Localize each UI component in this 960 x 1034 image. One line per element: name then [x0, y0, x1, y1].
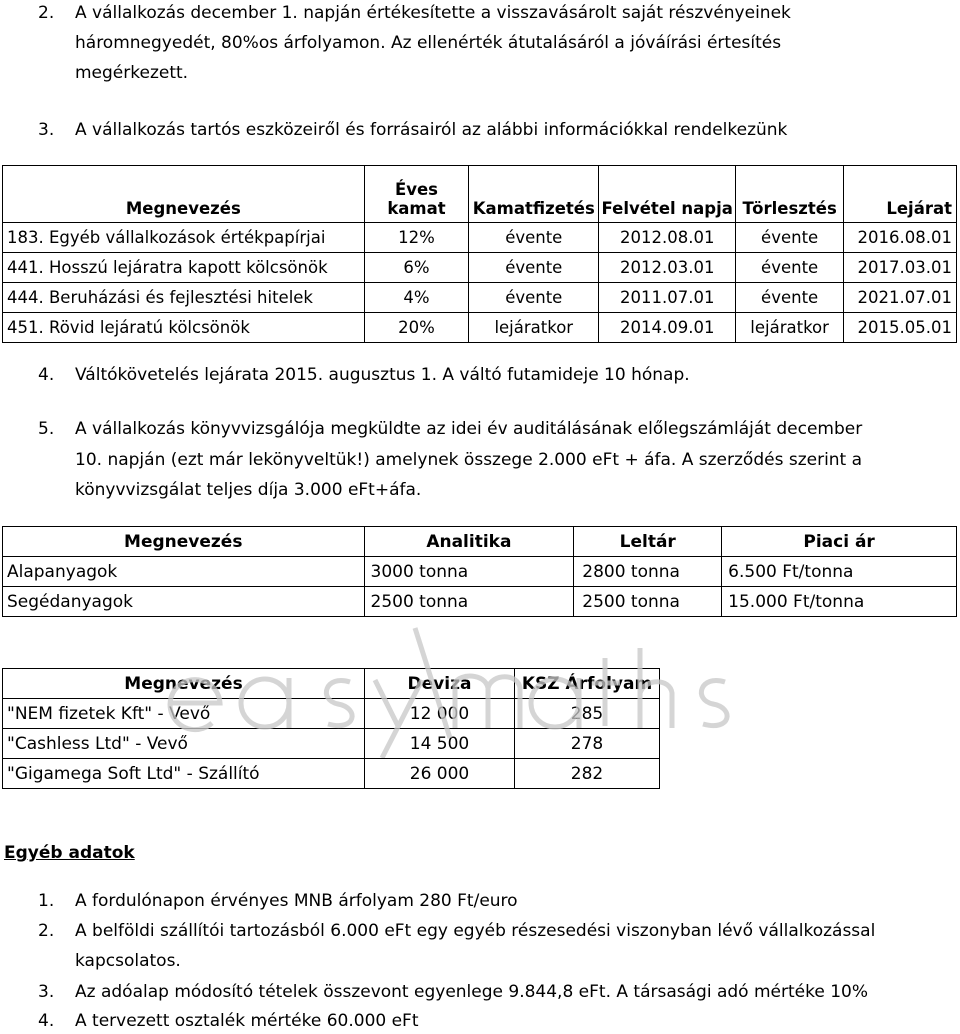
table-row: [3, 699, 660, 729]
item-number: 2.: [38, 3, 55, 23]
cell-start-date: 2011.07.01: [599, 283, 736, 313]
item-text-line: Az adóalap módosító tételek összevont egyenlege 9.844,8 eFt. A társasági adó mértéke 10%: [75, 982, 868, 1002]
col-header-inventory: Leltár: [574, 527, 722, 557]
table-row: [3, 587, 957, 617]
inventory-table: [2, 526, 957, 617]
cell-maturity: 2017.03.01: [844, 253, 957, 283]
cell-name: Alapanyagok: [3, 557, 365, 587]
item-number: 5.: [38, 419, 55, 439]
cell-currency: 14 500: [365, 729, 515, 759]
col-header-name: Megnevezés: [3, 527, 365, 557]
item-text-line: Váltókövetelés lejárata 2015. augusztus 1. A váltó futamideje 10 hónap.: [75, 365, 690, 385]
cell-repayment: évente: [736, 283, 844, 313]
cell-name: 451. Rövid lejáratú kölcsönök: [3, 313, 365, 343]
cell-name: "Cashless Ltd" - Vevő: [3, 729, 365, 759]
col-header-currency: Deviza: [365, 669, 515, 699]
item-text-line: A vállalkozás könyvvizsgálója megküldte az idei év auditálásának előlegszámláját december: [75, 419, 863, 439]
col-header-maturity: Lejárat: [844, 166, 957, 223]
cell-start-date: 2014.09.01: [599, 313, 736, 343]
cell-rate: 285: [515, 699, 660, 729]
cell-rate: 282: [515, 759, 660, 789]
cell-market-price: 15.000 Ft/tonna: [722, 587, 957, 617]
cell-currency: 26 000: [365, 759, 515, 789]
table-row: [3, 313, 957, 343]
item-text-line: könyvvizsgálat teljes díja 3.000 eFt+áfa.: [75, 480, 422, 500]
item-number: 4.: [38, 1011, 55, 1031]
item-text-line: 10. napján (ezt már lekönyveltük!) amelynek összege 2.000 eFt + áfa. A szerződés szerint a: [75, 450, 863, 470]
table-row: [3, 729, 660, 759]
other-data-heading: [4, 840, 135, 866]
cell-name: "NEM fizetek Kft" - Vevő: [3, 699, 365, 729]
col-header-name: Megnevezés: [3, 166, 365, 223]
cell-interest-payment: évente: [469, 223, 599, 253]
col-header-rate-line1: Éves: [394, 180, 439, 199]
cell-start-date: 2012.03.01: [599, 253, 736, 283]
col-header-name: Megnevezés: [3, 669, 365, 699]
col-header-rate: [364, 166, 469, 223]
cell-rate: 20%: [364, 313, 469, 343]
cell-rate: 278: [515, 729, 660, 759]
loans-table: [2, 165, 957, 343]
cell-inventory: 2500 tonna: [574, 587, 722, 617]
item-text-line: A belföldi szállítói tartozásból 6.000 eFt egy egyéb részesedési viszonyban lévő vállalkozással: [75, 921, 876, 941]
cell-repayment: évente: [736, 223, 844, 253]
item-number: 3.: [38, 982, 55, 1002]
cell-name: 444. Beruházási és fejlesztési hitelek: [3, 283, 365, 313]
item-text-line: háromnegyedét, 80%os árfolyamon. Az ellenérték átutalásáról a jóváírási értesítés: [75, 33, 782, 53]
item-number: 3.: [38, 120, 55, 140]
cell-interest-payment: évente: [469, 283, 599, 313]
table-row: [3, 223, 957, 253]
col-header-rate: KSZ Árfolyam: [515, 669, 660, 699]
cell-maturity: 2015.05.01: [844, 313, 957, 343]
cell-market-price: 6.500 Ft/tonna: [722, 557, 957, 587]
item-number: 2.: [38, 921, 55, 941]
cell-interest-payment: évente: [469, 253, 599, 283]
item-number: 4.: [38, 365, 55, 385]
cell-repayment: évente: [736, 253, 844, 283]
cell-analytics: 2500 tonna: [364, 587, 574, 617]
col-header-start-date: Felvétel napja: [599, 166, 736, 223]
col-header-analytics: Analitika: [364, 527, 574, 557]
cell-maturity: 2021.07.01: [844, 283, 957, 313]
cell-repayment: lejáratkor: [736, 313, 844, 343]
table-row: [3, 253, 957, 283]
cell-name: "Gigamega Soft Ltd" - Szállító: [3, 759, 365, 789]
item-text-line: A vállalkozás december 1. napján értékesítette a visszavásárolt saját részvényeinek: [75, 3, 791, 23]
cell-name: 183. Egyéb vállalkozások értékpapírjai: [3, 223, 365, 253]
table-row: [3, 283, 957, 313]
item-text-line: kapcsolatos.: [75, 951, 181, 971]
item-text-line: megérkezett.: [75, 63, 189, 83]
item-text-line: A tervezett osztalék mértéke 60.000 eFt: [75, 1011, 419, 1031]
item-text-line: A vállalkozás tartós eszközeiről és forrásairól az alábbi információkkal rendelkezünk: [75, 120, 788, 140]
col-header-interest-payment: Kamatfizetés: [469, 166, 599, 223]
cell-currency: 12 000: [365, 699, 515, 729]
cell-rate: 6%: [364, 253, 469, 283]
col-header-repayment: Törlesztés: [736, 166, 844, 223]
cell-inventory: 2800 tonna: [574, 557, 722, 587]
cell-name: 441. Hosszú lejáratra kapott kölcsönök: [3, 253, 365, 283]
cell-analytics: 3000 tonna: [364, 557, 574, 587]
cell-rate: 12%: [364, 223, 469, 253]
col-header-market-price: Piaci ár: [722, 527, 957, 557]
cell-interest-payment: lejáratkor: [469, 313, 599, 343]
col-header-rate-line2: kamat: [387, 199, 446, 218]
cell-maturity: 2016.08.01: [844, 223, 957, 253]
table-row: [3, 759, 660, 789]
cell-name: Segédanyagok: [3, 587, 365, 617]
item-text-line: A fordulónapon érvényes MNB árfolyam 280 Ft/euro: [75, 891, 518, 911]
item-number: 1.: [38, 891, 55, 911]
cell-start-date: 2012.08.01: [599, 223, 736, 253]
table-row: [3, 557, 957, 587]
fx-table: [2, 668, 660, 789]
other-data-heading-text: Egyéb adatok: [4, 843, 135, 863]
cell-rate: 4%: [364, 283, 469, 313]
